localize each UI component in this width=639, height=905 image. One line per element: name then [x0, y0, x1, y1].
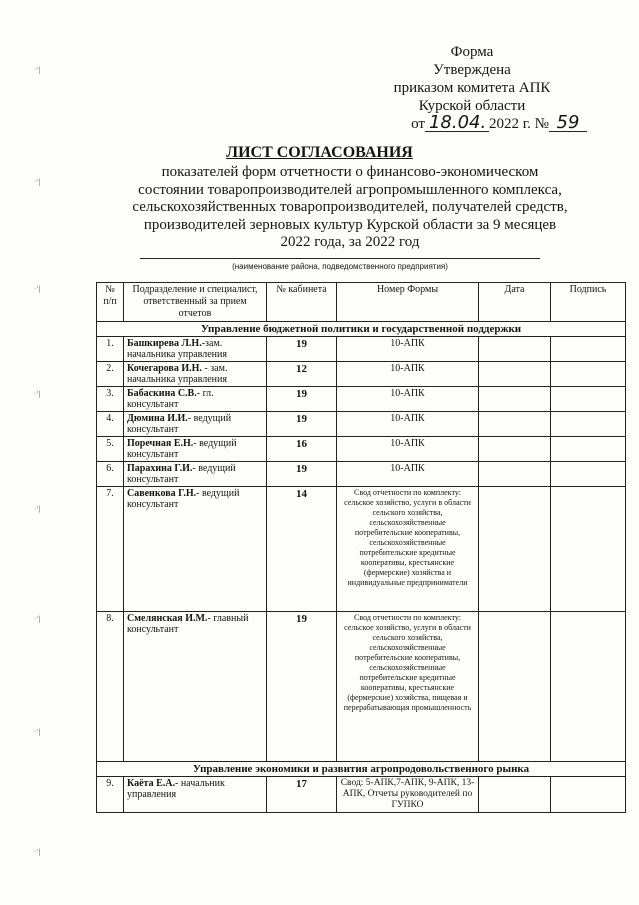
order-year: 2022 г. №: [488, 116, 549, 132]
person-name: Бабаскина С.В.: [127, 388, 197, 399]
table-row: [97, 412, 626, 437]
row-date: [479, 462, 551, 487]
section-title: Управление экономики и развития агропродовольственного рынка: [97, 762, 626, 777]
row-person: [124, 462, 267, 487]
row-date: [479, 387, 551, 412]
row-form: 10-АПК: [337, 437, 479, 462]
approval-block: [357, 43, 587, 133]
margin-mark: ·'|: [34, 178, 41, 186]
section-title: Управление бюджетной политики и государственной поддержки: [97, 322, 626, 337]
table-row: [97, 462, 626, 487]
row-num: 4.: [97, 412, 124, 437]
person-role: - ведущий консультант: [127, 488, 240, 510]
row-sign: [551, 337, 626, 362]
person-name: Кочегарова И.Н.: [127, 363, 202, 374]
person-name: Дюмина И.И.: [127, 413, 188, 424]
row-person: [124, 612, 267, 762]
row-date: [479, 362, 551, 387]
order-label: приказом комитета АПК: [393, 80, 551, 96]
order-date-handwritten: 18.04.: [425, 115, 489, 132]
row-form: Свод: 5-АПК,7-АПК, 9-АПК, 13-АПК, Отчеты руководителей по ГУПКО: [337, 777, 479, 813]
person-name: Каёта Е.А.: [127, 778, 175, 789]
binding-hole-marks: [0, 0, 60, 905]
header-dept: Подразделение и специалист, ответственный за прием отчетов: [124, 283, 267, 322]
margin-mark: ·'|: [34, 285, 41, 293]
row-sign: [551, 362, 626, 387]
table-row: [97, 612, 626, 762]
row-num: 2.: [97, 362, 124, 387]
row-sign: [551, 487, 626, 612]
row-person: [124, 412, 267, 437]
person-role: - ведущий консультант: [127, 463, 236, 485]
row-sign: [551, 462, 626, 487]
row-num: 1.: [97, 337, 124, 362]
row-num: 8.: [97, 612, 124, 762]
row-room: 19: [267, 412, 337, 437]
header-room: № кабинета: [267, 283, 337, 322]
row-room: 16: [267, 437, 337, 462]
row-date: [479, 337, 551, 362]
row-date: [479, 487, 551, 612]
table-header-row: [97, 283, 626, 322]
margin-mark: ·'|: [34, 848, 41, 856]
row-form: Свод отчетности по комплекту: сельское хозяйство, услуги в области сельского хозяйства, сельскохозяйственные потребительские кооперативы, сельскохозяйственные потребительские кредитные кооперативы, крестьянские (фермерские) хозяйства и индивидуальные предприниматели: [337, 487, 479, 612]
row-room: 17: [267, 777, 337, 813]
row-num: 6.: [97, 462, 124, 487]
row-person: [124, 337, 267, 362]
row-num: 9.: [97, 777, 124, 813]
row-form: 10-АПК: [337, 462, 479, 487]
row-room: 19: [267, 337, 337, 362]
row-person: [124, 487, 267, 612]
row-form: 10-АПК: [337, 362, 479, 387]
table-row: [97, 337, 626, 362]
row-sign: [551, 412, 626, 437]
row-person: [124, 387, 267, 412]
order-date-line: [357, 112, 587, 133]
row-form: 10-АПК: [337, 387, 479, 412]
person-role: - гл. консультант: [127, 388, 214, 410]
header-form: Номер Формы: [337, 283, 479, 322]
row-room: 19: [267, 462, 337, 487]
person-role: - главный консультант: [127, 613, 249, 635]
margin-mark: ·'|: [34, 390, 41, 398]
row-form: 10-АПК: [337, 337, 479, 362]
row-sign: [551, 777, 626, 813]
row-num: 3.: [97, 387, 124, 412]
table-row: [97, 777, 626, 813]
person-role: - ведущий консультант: [127, 438, 237, 460]
form-label: Форма: [450, 44, 494, 60]
table-row: [97, 362, 626, 387]
name-fill-line: [140, 258, 540, 259]
section-row: [97, 322, 626, 337]
row-room: 12: [267, 362, 337, 387]
row-room: 19: [267, 387, 337, 412]
header-date: Дата: [479, 283, 551, 322]
row-form: Свод отчетности по комплекту: сельское хозяйство, услуги в области сельского хозяйства, сельскохозяйственные потребительские кооперативы, сельскохозяйственные потребительские кредитные кооперативы, крестьянские (фермерские) хозяйства, пищевая и перерабатывающая промышленность: [337, 612, 479, 762]
person-role: - зам. начальника управления: [127, 363, 228, 385]
order-prefix: от: [411, 116, 425, 132]
table-row: [97, 387, 626, 412]
order-number-handwritten: 59: [549, 115, 587, 132]
person-name: Смелянская И.М.: [127, 613, 208, 624]
margin-mark: ·'|: [34, 615, 41, 623]
margin-mark: ·'|: [34, 66, 41, 74]
row-room: 14: [267, 487, 337, 612]
row-date: [479, 612, 551, 762]
margin-mark: ·'|: [34, 728, 41, 736]
region-label: Курской области: [418, 98, 526, 114]
person-name: Башкирева Л.Н.: [127, 338, 202, 349]
row-person: [124, 437, 267, 462]
person-name: Савенкова Г.Н.: [127, 488, 197, 499]
row-date: [479, 412, 551, 437]
row-num: 7.: [97, 487, 124, 612]
row-date: [479, 777, 551, 813]
row-person: [124, 362, 267, 387]
document-subtitle: показателей форм отчетности о финансово-экономическом состоянии товаропроизводителей агропромышленного комплекса, сельскохозяйственных товаропроизводителей, получателей средств, производителей зерновых культур Курской области за 9 месяцев 2022 года, за 2022 год: [132, 164, 568, 250]
document-title: ЛИСТ СОГЛАСОВАНИЯ: [226, 144, 413, 161]
header-num: № п/п: [97, 283, 124, 322]
row-date: [479, 437, 551, 462]
person-role: - начальник управления: [127, 778, 225, 800]
person-role: - ведущий консультант: [127, 413, 232, 435]
name-caption: (наименование района, подведомственного предприятия): [232, 262, 448, 271]
row-person: [124, 777, 267, 813]
table-row: [97, 437, 626, 462]
table-row: [97, 487, 626, 612]
section-row: [97, 762, 626, 777]
row-sign: [551, 387, 626, 412]
margin-mark: ·'|: [34, 505, 41, 513]
row-sign: [551, 612, 626, 762]
row-room: 19: [267, 612, 337, 762]
row-sign: [551, 437, 626, 462]
person-role: -зам. начальника управления: [127, 338, 227, 360]
row-form: 10-АПК: [337, 412, 479, 437]
row-num: 5.: [97, 437, 124, 462]
approval-table: [96, 282, 626, 813]
approved-label: Утверждена: [433, 62, 511, 78]
header-sign: Подпись: [551, 283, 626, 322]
person-name: Парахина Г.И.: [127, 463, 193, 474]
person-name: Поречная Е.Н.: [127, 438, 194, 449]
